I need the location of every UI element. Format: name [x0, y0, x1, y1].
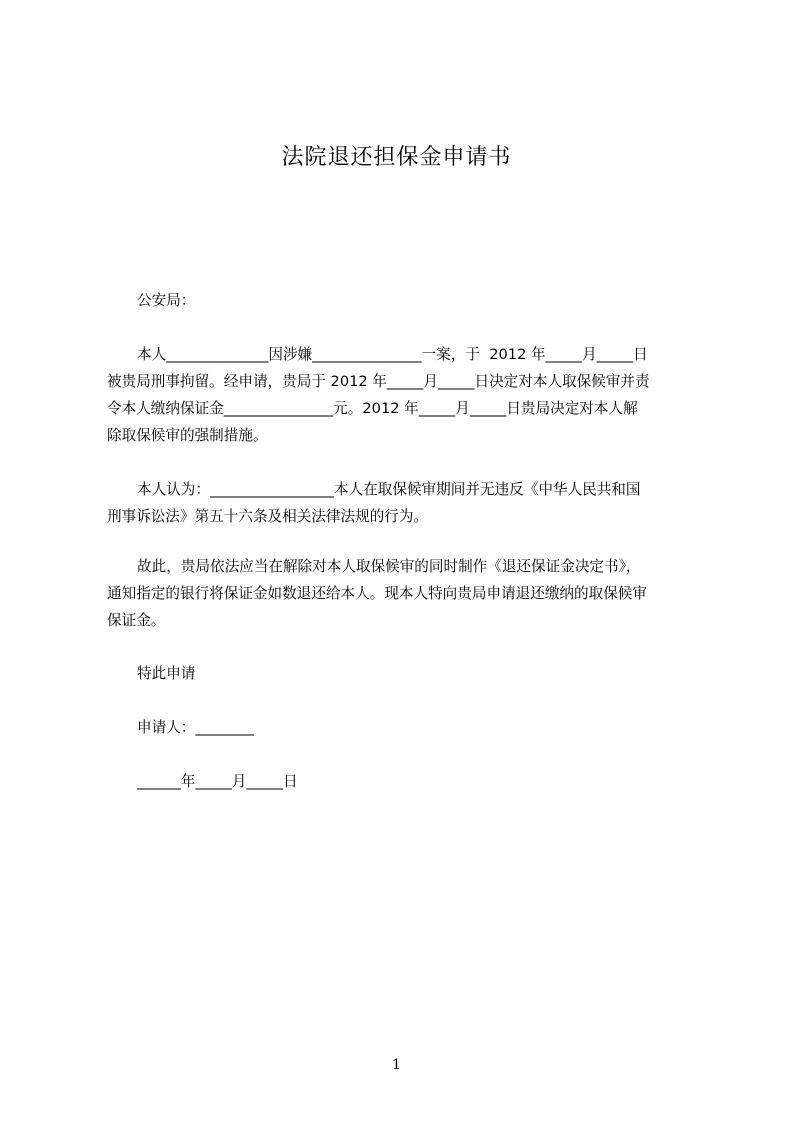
applicant-signature-field: 申请人：________ [137, 719, 254, 736]
paragraph-3-line-3: 保证金。 [107, 612, 166, 629]
paragraph-1-line-4: 除取保候审的强制措施。 [107, 427, 268, 444]
paragraph-2-line-1: 本人认为：_________________本人在取保候审期间并无违反《中华人民共和国 [137, 481, 641, 498]
paragraph-3-line-1: 故此，贵局依法应当在解除对本人取保候审的同时制作《退还保证金决定书》， [137, 558, 641, 575]
paragraph-2-line-2: 刑事诉讼法》第五十六条及相关法律法规的行为。 [107, 508, 429, 525]
paragraph-3-line-2: 通知指定的银行将保证金如数退还给本人。现本人特向贵局申请退还缴纳的取保候审 [107, 585, 647, 602]
paragraph-1-line-1: 本人______________因涉嫌_______________一案，于 2012 年_____月_____日 [137, 346, 648, 363]
closing-text: 特此申请 [137, 665, 196, 682]
document-title: 法院退还担保金申请书 [281, 145, 512, 170]
paragraph-1-line-2: 被贵局刑事拘留。经申请，贵局于 2012 年_____月_____日决定对本人取保候审并责 [107, 373, 650, 390]
paragraph-1-line-3: 令本人缴纳保证金_______________元。2012 年_____月_____日贵局决定对本人解 [107, 400, 638, 417]
addressee: 公安局： [137, 292, 196, 309]
page-number: 1 [392, 1057, 401, 1073]
date-field: ______年_____月_____日 [137, 773, 298, 790]
